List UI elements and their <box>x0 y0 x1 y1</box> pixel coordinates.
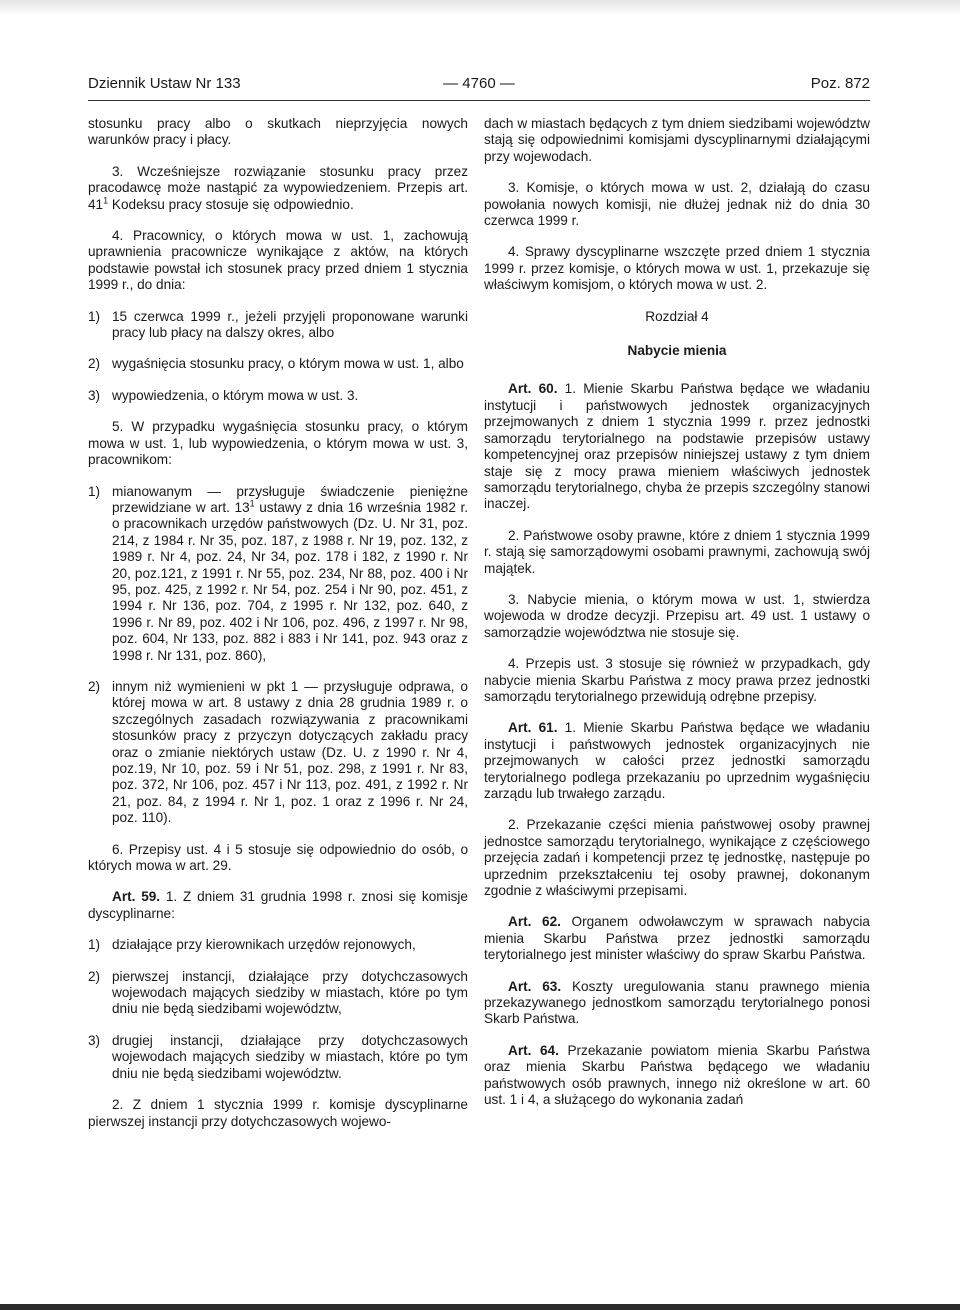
article-label: Art. 59. <box>112 889 161 905</box>
scan-bottom-edge <box>0 1304 960 1310</box>
list-text: 15 czerwca 1999 r., jeżeli przyjęli proponowane warunki pracy lub płacy na dalszy okres, albo <box>112 308 468 341</box>
list-item <box>88 484 468 664</box>
article-60 <box>484 381 870 512</box>
article-text: 1. Mienie Skarbu Państwa będące we władaniu instytucji i państwowych jednostek organizacyjnych nie przejmowanych w całości przez jednostki samorządu terytorialnego podlega przekazaniu po uprzednim wygaśnięciu zarządu lub trwałego zarządu. <box>484 720 870 801</box>
left-column <box>88 116 468 1145</box>
chapter-number: Rozdział 4 <box>645 308 709 324</box>
paragraph: 2. Państwowe osoby prawne, które z dniem 1 stycznia 1999 r. stają się samorządowymi osobami prawnymi, zachowują swój majątek. <box>484 527 870 576</box>
paragraph: 3. Nabycie mienia, o którym mowa w ust. 1, stwierdza wojewoda w drodze decyzji. Przepisu art. 49 ust. 1 ustawy o samorządzie województwa nie stosuje się. <box>484 591 870 640</box>
superscript: 1 <box>249 498 255 509</box>
list-item <box>88 309 468 342</box>
list-number: 1) <box>88 483 101 499</box>
list-number: 3) <box>88 1032 101 1048</box>
list-item <box>88 679 468 827</box>
article-label: Art. 60. <box>508 381 558 397</box>
list-number: 1) <box>88 937 101 953</box>
list-number: 2) <box>88 678 101 694</box>
article-text: Koszty uregulowania stanu prawnego mienia przekazywanego jednostkom samorządu terytorialnego ponosi Skarb Państwa. <box>484 978 870 1027</box>
paragraph: 5. W przypadku wygaśnięcia stosunku pracy, o którym mowa w ust. 1, lub wypowiedzenia, o którym mowa w ust. 3, pracownikom: <box>88 419 468 468</box>
article-label: Art. 61. <box>508 720 558 736</box>
article-62 <box>484 914 870 963</box>
position-number: Poz. 872 <box>810 75 870 92</box>
list-number: 3) <box>88 387 101 403</box>
chapter-title: Nabycie mienia <box>627 343 727 359</box>
paragraph: 6. Przepisy ust. 4 i 5 stosuje się odpowiednio do osób, o których mowa w art. 29. <box>88 841 468 874</box>
page-header <box>88 74 870 96</box>
list-text: wygaśnięcia stosunku pracy, o którym mowa w ust. 1, albo <box>112 356 464 372</box>
paragraph-text: Kodeksu pracy stosuje się odpowiednio. <box>108 196 354 212</box>
list-text <box>112 484 468 664</box>
paragraph: 2. Z dniem 1 stycznia 1999 r. komisje dyscyplinarne pierwszej instancji przy dotychczasowych wojewo- <box>88 1097 468 1129</box>
article-text: 1. Z dniem 31 grudnia 1998 r. znosi się komisje dyscyplinarne: <box>88 889 468 921</box>
article-text: 1. Mienie Skarbu Państwa będące we władaniu instytucji i państwowych jednostek organizacyjnych przejmowanych z dniem 1 stycznia 1999 r. przez jednostki samorządu terytorialnego na podstawie przepisów ustawy kompetencyjnej oraz przepisów niniejszej ustawy z tym dniem staje się z mocy prawa mieniem właściwych jednostek samorządu terytorialnego, chyba że przepis szczególny stanowi inaczej. <box>484 381 870 512</box>
list-item <box>88 1033 468 1082</box>
list-text: wypowiedzenia, o którym mowa w ust. 3. <box>112 387 359 403</box>
right-column <box>484 116 870 1124</box>
scan-top-strip <box>0 0 960 16</box>
list-text: drugiej instancji, działające przy dotychczasowych wojewodach mających siedziby w miastach, które po tym dniu nie będą siedzibami województw. <box>112 1032 468 1081</box>
list-number: 2) <box>88 968 101 984</box>
list-text: działające przy kierownikach urzędów rejonowych, <box>112 937 416 953</box>
list-text: innym niż wymienieni w pkt 1 — przysługuje odprawa, o której mowa w art. 8 ustawy z dnia 28 grudnia 1989 r. o szczególnych zasadach rozwiązywania z pracownikami stosunków pracy z przyczyn dotyczących zakładu pracy oraz o zmianie niektórych ustaw (Dz. U. z 1990 r. Nr 4, poz.19, Nr 10, poz. 59 i Nr 51, poz. 298, z 1991 r. Nr 83, poz. 372, Nr 106, poz. 457 i Nr 113, poz. 491, z 1992 r. Nr 21, poz. 84, z 1994 r. Nr 1, poz. 1 oraz z 1996 r. Nr 24, poz. 110). <box>112 678 468 826</box>
article-64 <box>484 1043 870 1109</box>
paragraph: stosunku pracy albo o skutkach nieprzyjęcia nowych warunków pracy i płacy. <box>88 116 468 148</box>
list-text-part: mianowanym — przysługuje świadczenie pieniężne przewidziane w art. 13 <box>112 483 468 515</box>
article-label: Art. 63. <box>508 978 562 994</box>
list-item <box>88 356 468 372</box>
article-63 <box>484 979 870 1028</box>
list-item <box>88 969 468 1018</box>
article-text: Przekazanie powiatom mienia Skarbu Państwa oraz mienia Skarbu Państwa będącego we władaniu państwowych osób prawnych, innego niż określone w art. 60 ust. 1 i 4, a służącego do wykonania zadań <box>484 1042 870 1108</box>
paragraph <box>88 164 468 213</box>
superscript: 1 <box>103 195 109 206</box>
list-text-part: ustawy z dnia 16 września 1982 r. o pracownikach urzędów państwowych (Dz. U. Nr 31, poz. 214, z 1984 r. Nr 35, poz. 187, z 1988 r. Nr 19, poz. 132, z 1989 r. Nr 4, poz. 24, Nr 34, poz. 178 i 182, z 1990 r. Nr 20, poz.121, z 1991 r. Nr 55, poz. 234, Nr 88, poz. 400 i Nr 95, poz. 425, z 1992 r. Nr 54, poz. 254 i Nr 90, poz. 451, z 1994 r. Nr 136, poz. 704, z 1995 r. Nr 132, poz. 640, z 1996 r. Nr 89, poz. 402 i Nr 106, poz. 496, z 1997 r. Nr 98, poz. 604, Nr 133, poz. 882 i 883 i Nr 141, poz. 943 oraz z 1998 r. Nr 131, poz. 860), <box>112 499 469 663</box>
paragraph-text: 3. Wcześniejsze rozwiązanie stosunku pracy przez pracodawcę może nastąpić za wypowiedzeniem. Przepis art. 41 <box>88 163 468 212</box>
list-item <box>88 937 468 953</box>
list-text: pierwszej instancji, działające przy dotychczasowych wojewodach mających siedziby w miastach, które po tym dniu nie będą siedzibami województw, <box>112 968 468 1017</box>
paragraph: dach w miastach będących z tym dniem siedzibami województw stają się odpowiednimi komisjami dyscyplinarnymi działającymi przy wojewodach. <box>484 116 870 164</box>
article-59 <box>88 889 468 922</box>
paragraph: 4. Sprawy dyscyplinarne wszczęte przed dniem 1 stycznia 1999 r. przez komisje, o których mowa w ust. 1, przekazuje się właściwym komisjom, o których mowa w ust. 2. <box>484 244 870 293</box>
article-label: Art. 62. <box>508 914 561 930</box>
paragraph: 4. Przepis ust. 3 stosuje się również w przypadkach, gdy nabycie mienia Skarbu Państwa z mocy prawa przez jednostki samorządu terytorialnego przewidują odrębne przepisy. <box>484 656 870 704</box>
list-number: 1) <box>88 308 101 324</box>
article-label: Art. 64. <box>508 1042 559 1058</box>
paragraph: 3. Komisje, o których mowa w ust. 2, działają do czasu powołania nowych komisji, nie dłużej jednak niż do dnia 30 czerwca 1999 r. <box>484 180 870 229</box>
paragraph: 2. Przekazanie części mienia państwowej osoby prawnej jednostce samorządu terytorialnego, wynikające z częściowego przejęcia zadań i kompetencji przez tę jednostkę, następuje po uprzednim przekształceniu tej osoby prawnej, dokonanym zgodnie z właściwymi przepisami. <box>484 817 870 899</box>
list-item <box>88 388 468 404</box>
article-text: Organem odwoławczym w sprawach nabycia mienia Skarbu Państwa przez jednostki samorządu terytorialnego jest minister właściwy do spraw Skarbu Państwa. <box>484 914 870 963</box>
header-divider <box>88 100 870 101</box>
article-61 <box>484 720 870 802</box>
list-number: 2) <box>88 356 101 372</box>
journal-title: Dziennik Ustaw Nr 133 <box>88 75 241 92</box>
paragraph: 4. Pracownicy, o których mowa w ust. 1, zachowują uprawnienia pracownicze wynikające z aktów, na których podstawie powstał ich stosunek pracy przed dniem 1 stycznia 1999 r., do dnia: <box>88 228 468 293</box>
page-number: — 4760 — <box>443 75 515 92</box>
